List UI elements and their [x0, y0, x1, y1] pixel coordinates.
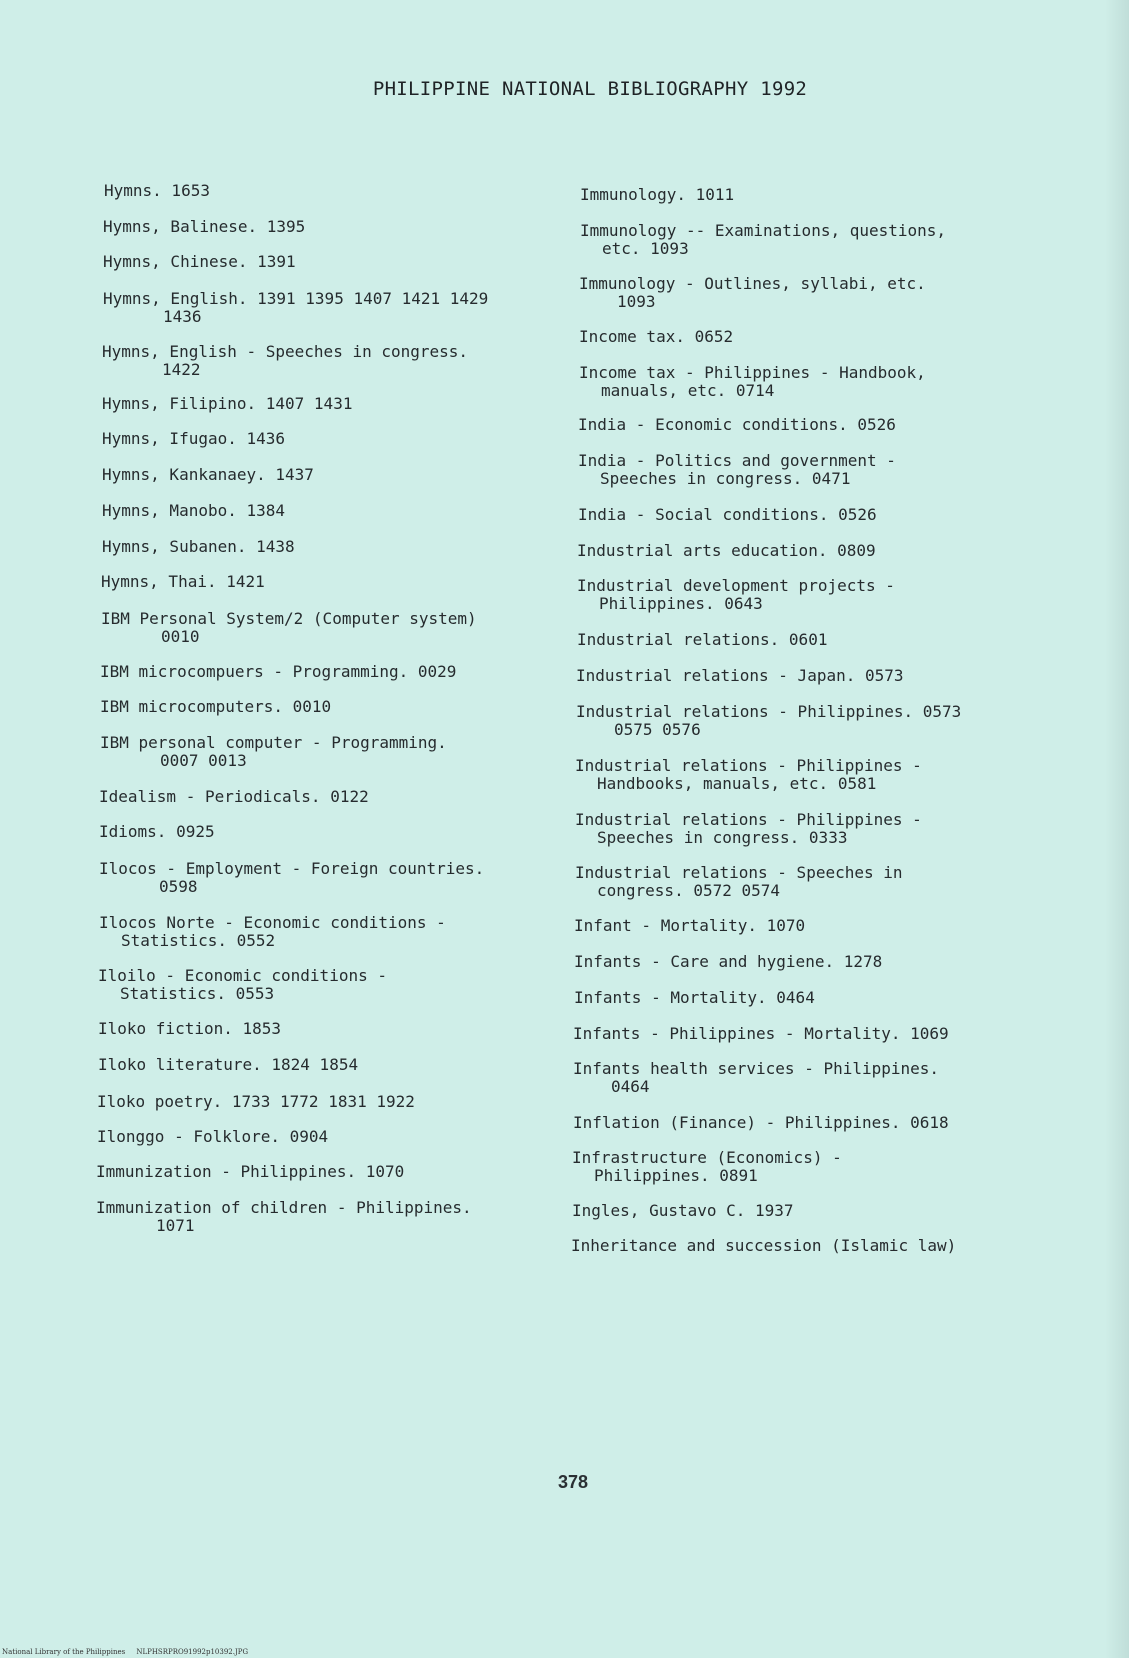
index-continuation: 1093 [617, 292, 656, 311]
index-heading: Iloilo - Economic conditions - [98, 966, 387, 985]
index-entry [102, 538, 622, 556]
index-heading: India - Social conditions. 0526 [578, 505, 877, 524]
index-heading: IBM microcompuers - Programming. 0029 [100, 662, 457, 681]
index-entry [97, 1128, 617, 1146]
index-entry [577, 631, 1097, 649]
index-entry [574, 917, 1094, 935]
index-continuation: etc. 1093 [602, 239, 689, 258]
index-entry [96, 1199, 616, 1235]
index-entry [99, 823, 619, 841]
index-heading: Industrial relations - Speeches in [575, 863, 903, 882]
index-heading: India - Economic conditions. 0526 [578, 415, 896, 434]
index-heading: Inheritance and succession (Islamic law) [571, 1236, 957, 1255]
index-continuation: 0575 0576 [614, 720, 701, 739]
index-heading: India - Politics and government - [578, 451, 896, 470]
index-heading: Infants health services - Philippines. [573, 1059, 940, 1078]
index-entry [572, 1202, 1092, 1220]
index-entry [104, 182, 624, 200]
index-entry [575, 864, 1095, 900]
index-entry [101, 573, 621, 591]
index-entry [579, 275, 1099, 311]
index-heading: Industrial development projects - [577, 576, 895, 595]
index-heading: Industrial relations - Philippines. 0573 [576, 702, 962, 721]
index-continuation: manuals, etc. 0714 [601, 381, 775, 400]
index-entry [98, 967, 618, 1003]
index-entry [102, 502, 622, 520]
index-heading: Hymns. 1653 [104, 181, 210, 200]
index-entry [98, 1056, 618, 1074]
index-heading: Immunology. 1011 [580, 185, 735, 204]
index-heading: Industrial arts education. 0809 [577, 541, 876, 560]
index-entry [577, 542, 1097, 560]
index-heading: IBM microcomputers. 0010 [100, 697, 332, 716]
index-entry [578, 416, 1098, 434]
index-heading: Infrastructure (Economics) - [572, 1148, 842, 1167]
index-heading: Immunization - Philippines. 1070 [96, 1162, 405, 1181]
index-entry [575, 757, 1095, 793]
index-heading: Iloko literature. 1824 1854 [98, 1055, 359, 1074]
index-entry [580, 186, 1100, 204]
index-continuation: Philippines. 0891 [594, 1166, 758, 1185]
index-entry [574, 989, 1094, 1007]
index-entry [572, 1149, 1092, 1185]
index-entry [100, 698, 620, 716]
index-heading: Inflation (Finance) - Philippines. 0618 [573, 1113, 949, 1132]
index-heading: Idioms. 0925 [99, 822, 215, 841]
index-heading: Infants - Mortality. 0464 [574, 988, 815, 1007]
index-continuation: 1422 [162, 360, 201, 379]
index-continuation: Statistics. 0552 [121, 931, 276, 950]
index-heading: Income tax. 0652 [579, 327, 734, 346]
index-heading: Ilocos - Employment - Foreign countries. [99, 859, 485, 878]
index-heading: Hymns, Filipino. 1407 1431 [102, 394, 353, 413]
index-heading: Iloko fiction. 1853 [98, 1019, 282, 1038]
index-entry [579, 328, 1099, 346]
index-continuation: 1071 [156, 1216, 195, 1235]
index-heading: Idealism - Periodicals. 0122 [99, 787, 369, 806]
index-entry [573, 1060, 1093, 1096]
index-continuation: 0464 [611, 1077, 650, 1096]
index-heading: Infants - Care and hygiene. 1278 [574, 952, 883, 971]
index-entry [571, 1237, 1091, 1255]
index-heading: Ilonggo - Folklore. 0904 [97, 1127, 329, 1146]
index-continuation: Speeches in congress. 0471 [600, 469, 851, 488]
index-entry [573, 1025, 1093, 1043]
index-heading: Hymns, Balinese. 1395 [103, 217, 306, 236]
index-entry [102, 430, 622, 448]
index-entry [100, 734, 620, 770]
index-continuation: Speeches in congress. 0333 [597, 828, 848, 847]
index-entry [99, 914, 619, 950]
index-heading: Infants - Philippines - Mortality. 1069 [573, 1024, 949, 1043]
index-heading: Hymns, Kankanaey. 1437 [102, 465, 314, 484]
index-heading: Hymns, Thai. 1421 [101, 572, 265, 591]
index-entry [103, 290, 623, 326]
index-entry [578, 452, 1098, 488]
index-entry [575, 811, 1095, 847]
index-entry [99, 788, 619, 806]
index-heading: Immunization of children - Philippines. [96, 1198, 472, 1217]
index-heading: Infant - Mortality. 1070 [574, 916, 806, 935]
page-edge-shadow [1105, 0, 1129, 1658]
index-continuation: 0007 0013 [160, 751, 247, 770]
index-entry [98, 1020, 618, 1038]
index-continuation: Statistics. 0553 [120, 984, 275, 1003]
index-heading: Immunology - Outlines, syllabi, etc. [579, 274, 926, 293]
index-heading: Ilocos Norte - Economic conditions - [99, 913, 446, 932]
scan-source-caption: National Library of the Philippines NLPHSRPRO91992p10392.JPG [2, 1648, 249, 1656]
page-number: 378 [558, 1472, 589, 1492]
index-entry [102, 395, 622, 413]
index-entry [102, 343, 622, 379]
page-title: PHILIPPINE NATIONAL BIBLIOGRAPHY 1992 [372, 78, 808, 100]
index-entry [576, 667, 1096, 685]
index-heading: Industrial relations - Philippines - [575, 810, 922, 829]
index-heading: Hymns, Ifugao. 1436 [102, 429, 286, 448]
index-entry [579, 364, 1099, 400]
index-heading: Hymns, English - Speeches in congress. [102, 342, 469, 361]
index-heading: Hymns, Chinese. 1391 [103, 252, 296, 271]
index-heading: Industrial relations - Philippines - [575, 756, 922, 775]
index-continuation: 0010 [161, 627, 200, 646]
index-continuation: Philippines. 0643 [599, 594, 763, 613]
index-entry [100, 663, 620, 681]
index-entry [97, 1093, 617, 1111]
index-entry [96, 1163, 616, 1181]
index-entry [578, 506, 1098, 524]
index-entry [580, 222, 1100, 258]
index-entry [101, 610, 621, 646]
index-heading: Ingles, Gustavo C. 1937 [572, 1201, 794, 1220]
index-heading: IBM Personal System/2 (Computer system) [101, 609, 477, 628]
index-heading: Hymns, Manobo. 1384 [102, 501, 286, 520]
index-heading: Hymns, Subanen. 1438 [102, 537, 295, 556]
index-continuation: 1436 [163, 307, 202, 326]
index-entry [573, 1114, 1093, 1132]
index-heading: Iloko poetry. 1733 1772 1831 1922 [97, 1092, 415, 1111]
index-entry [103, 218, 623, 236]
index-entry [99, 860, 619, 896]
index-heading: Income tax - Philippines - Handbook, [579, 363, 926, 382]
index-continuation: Handbooks, manuals, etc. 0581 [597, 774, 877, 793]
index-heading: Industrial relations. 0601 [577, 630, 828, 649]
index-heading: Industrial relations - Japan. 0573 [576, 666, 904, 685]
index-entry [103, 253, 623, 271]
index-entry [574, 953, 1094, 971]
index-entry [577, 577, 1097, 613]
index-heading: Hymns, English. 1391 1395 1407 1421 1429 [103, 289, 489, 308]
index-continuation: congress. 0572 0574 [597, 881, 781, 900]
index-heading: Immunology -- Examinations, questions, [580, 221, 947, 240]
index-entry [576, 703, 1096, 739]
index-continuation: 0598 [159, 877, 198, 896]
index-heading: IBM personal computer - Programming. [100, 733, 447, 752]
index-entry [102, 466, 622, 484]
